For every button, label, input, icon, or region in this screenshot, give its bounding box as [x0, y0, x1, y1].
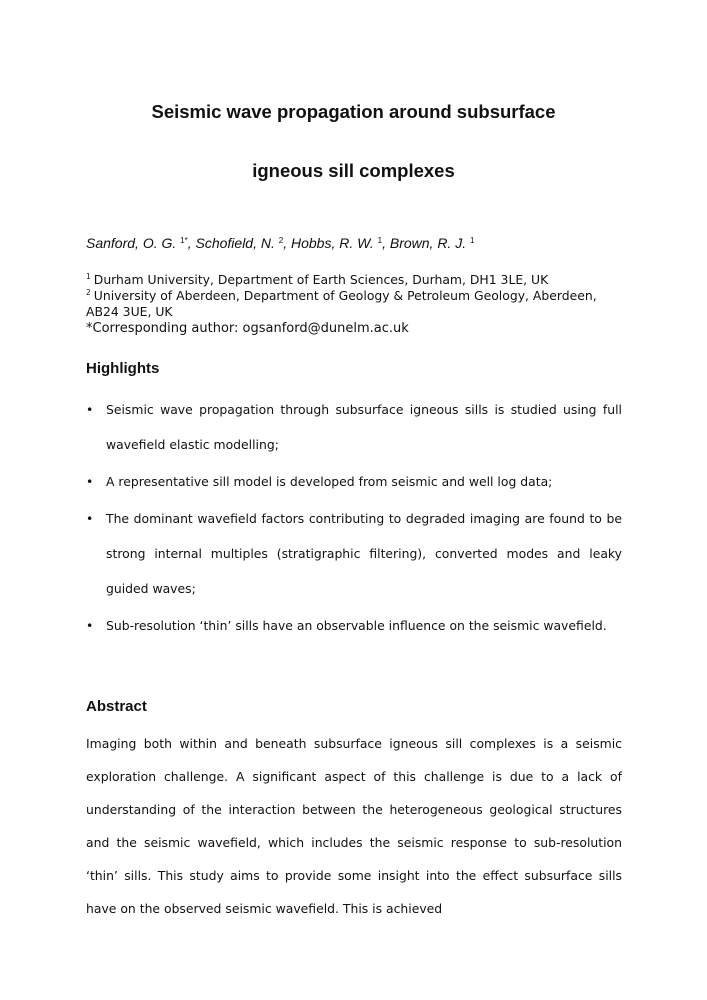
author-name: Schofield, N.	[195, 235, 275, 251]
highlight-text: A representative sill model is developed from seismic and well log data;	[106, 474, 553, 489]
affiliation-number: 1	[86, 272, 91, 281]
bullet-icon: •	[86, 402, 94, 417]
highlight-item	[86, 608, 622, 643]
affiliation	[86, 285, 626, 320]
author-name: Sanford, O. G.	[86, 235, 177, 251]
highlights-heading: Highlights	[86, 360, 160, 377]
highlight-item	[86, 501, 622, 606]
author-affiliation-mark: 1	[470, 236, 475, 245]
highlight-text: The dominant wavefield factors contributing to degraded imaging are found to be strong internal multiples (stratigraphic filtering), converted modes and leaky guided waves;	[106, 511, 622, 596]
bullet-icon: •	[86, 511, 94, 526]
highlight-item	[86, 464, 622, 499]
paper-title-line-1: Seismic wave propagation around subsurface	[151, 101, 556, 122]
highlights-list	[86, 392, 622, 645]
author-name: Brown, R. J.	[389, 235, 467, 251]
highlight-item	[86, 392, 622, 462]
corresponding-author: *Corresponding author: ogsanford@dunelm.ac.uk	[86, 321, 409, 336]
paper-title-line-2: igneous sill complexes	[252, 160, 455, 181]
author-affiliation-mark: 1	[377, 236, 383, 245]
author-list: Sanford, O. G. $^{1*}$, Schofield, N. $^2$, Hobbs, R. W. $^1$, Brown, R. J. $^1$	[86, 235, 475, 251]
affiliation-number: 2	[86, 288, 91, 297]
author-affiliation-mark: 2	[278, 236, 284, 245]
affiliation-text: Durham University, Department of Earth Sciences, Durham, DH1 3LE, UK	[93, 272, 549, 287]
author-affiliation-mark: 1*	[180, 236, 188, 245]
author-name: Hobbs, R. W.	[291, 235, 374, 251]
highlight-text: Sub-resolution ‘thin’ sills have an observable influence on the seismic wavefield.	[106, 618, 607, 633]
affiliation-text: University of Aberdeen, Department of Geology & Petroleum Geology, Aberdeen, AB24 3UE, UK	[86, 288, 597, 319]
highlight-text: Seismic wave propagation through subsurface igneous sills is studied using full wavefield elastic modelling;	[106, 402, 622, 452]
bullet-icon: •	[86, 618, 94, 633]
bullet-icon: •	[86, 474, 94, 489]
abstract-text: Imaging both within and beneath subsurface igneous sill complexes is a seismic exploration challenge. A significant aspect of this challenge is due to a lack of understanding of the interaction between the heterogeneous geological structures and the seismic wavefield, which includes the seismic response to sub-resolution ‘thin’ sills. This study aims to provide some insight into the effect subsurface sills have on the observed seismic wavefield. This is achieved	[86, 736, 622, 916]
abstract-heading: Abstract	[86, 698, 147, 715]
